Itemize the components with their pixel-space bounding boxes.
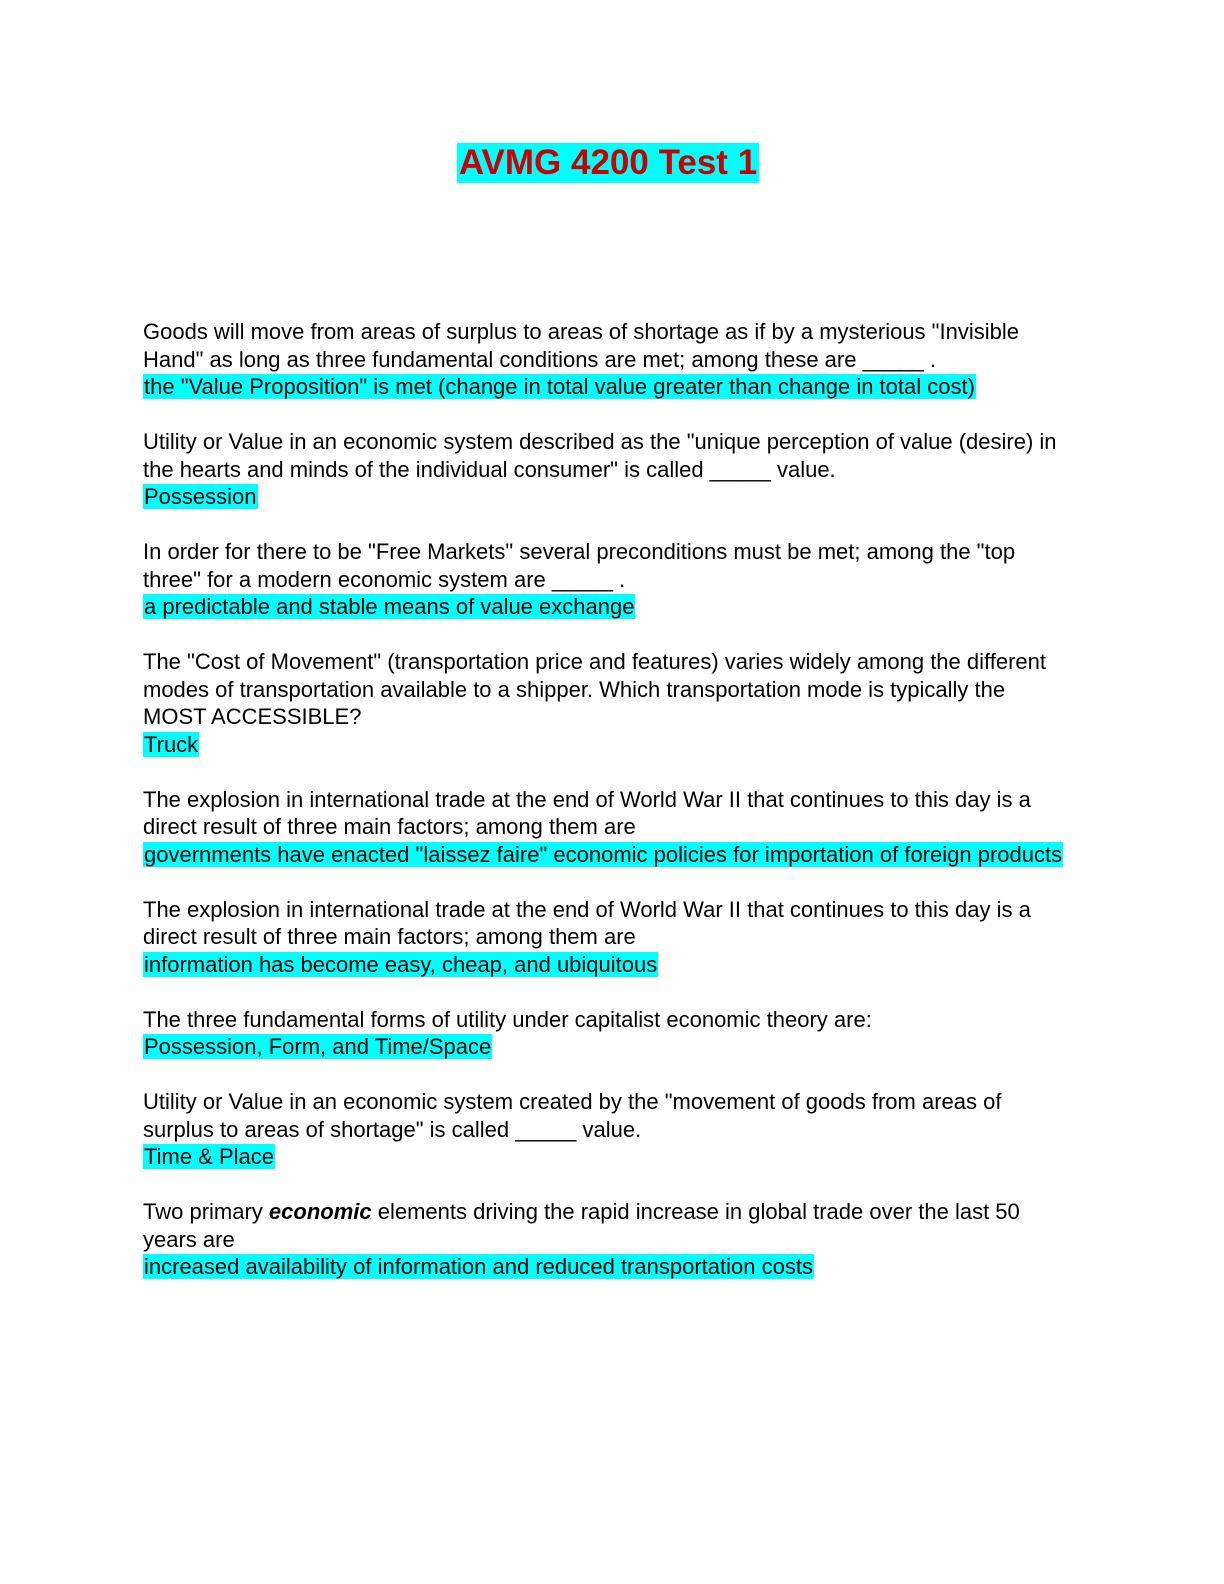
question-text: The explosion in international trade at the end of World War II that continues to this day is a direct result of three main factors; among them are — [143, 896, 1031, 949]
answer-highlight: governments have enacted "laissez faire" economic policies for importation of foreign products — [144, 841, 1063, 867]
answer-highlight: Possession — [144, 484, 257, 509]
qa-item — [143, 1198, 1073, 1281]
qa-item — [143, 896, 1073, 979]
answer-highlight: Possession, Form, and Time/Space — [144, 1034, 492, 1059]
question-text: The explosion in international trade at the end of World War II that continues to this day is a direct result of three main factors; among them are — [143, 786, 1031, 839]
answer-text — [143, 1253, 1073, 1281]
title-container — [143, 143, 1073, 183]
qa-item — [143, 1006, 1073, 1061]
answer-text — [143, 483, 1073, 511]
question-text: The "Cost of Movement" (transportation price and features) varies widely among the different modes of transportation available to a shipper. Which transportation mode is typically the MOST ACCESSIBLE? — [143, 649, 1046, 729]
question-emphasis: economic — [268, 1199, 372, 1224]
qa-item — [143, 1088, 1073, 1171]
document-title: AVMG 4200 Test 1 — [458, 143, 758, 182]
answer-text — [143, 373, 1073, 401]
answer-highlight: increased availability of information and reduced transportation costs — [144, 1254, 813, 1279]
answer-highlight: Time & Place — [144, 1144, 275, 1169]
answer-highlight: Truck — [144, 731, 199, 757]
question-text — [143, 1198, 1073, 1253]
answer-text — [143, 731, 1073, 759]
question-text-start: Two primary — [143, 1199, 269, 1224]
answer-highlight: information has become easy, cheap, and ubiquitous — [144, 951, 658, 977]
qa-item — [143, 648, 1073, 758]
question-text: The three fundamental forms of utility under capitalist economic theory are: — [143, 1006, 872, 1032]
qa-item — [143, 786, 1073, 869]
qa-list — [143, 318, 1073, 1308]
question-text: Utility or Value in an economic system created by the "movement of goods from areas of surplus to areas of shortage" is called _____ value. — [143, 1089, 1002, 1142]
qa-item — [143, 538, 1073, 621]
question-text: Goods will move from areas of surplus to areas of shortage as if by a mysterious "Invisible Hand" as long as three fundamental conditions are met; among these are _____ . — [143, 319, 1019, 372]
qa-item — [143, 318, 1073, 401]
question-text-end: elements driving the rapid increase in global trade over the last 50 years are — [143, 1199, 1020, 1252]
question-text: In order for there to be "Free Markets" several preconditions must be met; among the "top three" for a modern economic system are _____ . — [143, 539, 1016, 592]
answer-text — [143, 841, 1073, 869]
answer-text — [143, 951, 1073, 979]
qa-item — [143, 428, 1073, 511]
answer-text — [143, 593, 1073, 621]
answer-highlight: a predictable and stable means of value exchange — [144, 594, 635, 619]
answer-highlight: the "Value Proposition" is met (change in total value greater than change in total cost) — [144, 374, 975, 399]
question-text: Utility or Value in an economic system described as the "unique perception of value (desire) in the hearts and minds of the individual consumer" is called _____ value. — [143, 429, 1057, 482]
answer-text — [143, 1143, 1073, 1171]
answer-text — [143, 1033, 1073, 1061]
